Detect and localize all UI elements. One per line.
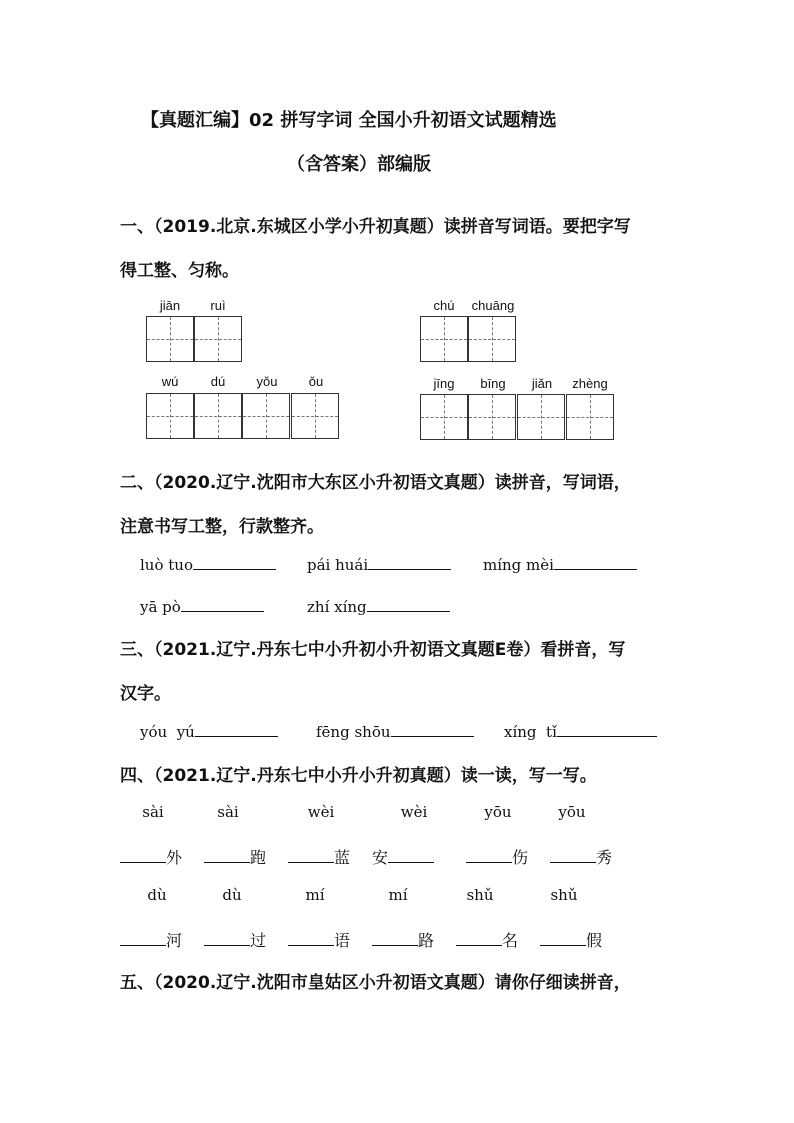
- answer-line[interactable]: [120, 930, 166, 946]
- writing-box[interactable]: [194, 316, 242, 362]
- writing-box[interactable]: [468, 394, 516, 440]
- fill-item: 蓝: [288, 845, 350, 868]
- writing-box[interactable]: [146, 393, 194, 439]
- pinyin-item: xíng tǐ: [504, 720, 657, 741]
- answer-line[interactable]: [120, 847, 166, 863]
- pinyin-item: míng mèi: [483, 553, 637, 574]
- pinyin-label: shǔ: [466, 886, 494, 904]
- writing-box[interactable]: [566, 394, 614, 440]
- fill-item: 河: [120, 928, 182, 951]
- question-2-text-cont: 注意书写工整，行款整齐。: [120, 517, 324, 537]
- answer-line[interactable]: [554, 553, 637, 570]
- pinyin-label: wèi: [400, 803, 428, 821]
- answer-line[interactable]: [466, 847, 512, 863]
- writing-box[interactable]: [420, 394, 468, 440]
- answer-line[interactable]: [193, 553, 276, 570]
- pinyin-item: yā pò: [140, 595, 264, 616]
- answer-line[interactable]: [388, 847, 434, 863]
- pinyin-item: fēng shōu: [316, 720, 474, 741]
- fill-item: 语: [288, 928, 350, 951]
- question-1-text: 一、（2019.北京.东城区小学小升初真题）读拼音写词语。要把字写: [120, 217, 631, 237]
- writing-box[interactable]: [242, 393, 290, 439]
- question-2-text: 二、（2020.辽宁.沈阳市大东区小升初语文真题）读拼音，写词语，: [120, 473, 631, 493]
- pinyin-label: jīng: [433, 376, 455, 391]
- answer-line[interactable]: [204, 930, 250, 946]
- answer-line[interactable]: [181, 595, 264, 612]
- answer-line[interactable]: [456, 930, 502, 946]
- fill-item: 假: [540, 928, 602, 951]
- fill-item: 外: [120, 845, 182, 868]
- pinyin-label: ruì: [210, 298, 226, 313]
- answer-line[interactable]: [288, 847, 334, 863]
- pinyin-label: dú: [210, 374, 226, 389]
- question-3-text-cont: 汉字。: [120, 684, 171, 704]
- fill-item: 过: [204, 928, 266, 951]
- answer-line[interactable]: [367, 595, 450, 612]
- pinyin-label: mí: [388, 886, 408, 904]
- pinyin-label: wèi: [307, 803, 335, 821]
- writing-box[interactable]: [517, 394, 565, 440]
- pinyin-label: dù: [222, 886, 242, 904]
- answer-line[interactable]: [391, 720, 474, 737]
- pinyin-label: yōu: [558, 803, 586, 821]
- writing-box[interactable]: [146, 316, 194, 362]
- pinyin-item: zhí xíng: [307, 595, 450, 616]
- pinyin-item: pái huái: [307, 553, 451, 574]
- pinyin-label: jiǎn: [531, 376, 553, 391]
- question-4-text: 四、（2021.辽宁.丹东七中小升小升初真题）读一读，写一写。: [120, 766, 597, 786]
- pinyin-label: yǒu: [256, 374, 278, 389]
- fill-item: 名: [456, 928, 518, 951]
- pinyin-label: jiān: [159, 298, 181, 313]
- pinyin-label: sài: [217, 803, 239, 821]
- page-title: 【真题汇编】02 拼写字词 全国小升初语文试题精选: [141, 110, 557, 131]
- answer-line[interactable]: [195, 720, 278, 737]
- answer-line[interactable]: [368, 553, 451, 570]
- pinyin-label: shǔ: [550, 886, 578, 904]
- question-1-text-cont: 得工整、匀称。: [120, 261, 239, 281]
- pinyin-label: sài: [142, 803, 164, 821]
- fill-item: 安: [372, 845, 434, 868]
- writing-box[interactable]: [291, 393, 339, 439]
- pinyin-label: bīng: [480, 376, 506, 391]
- answer-line[interactable]: [204, 847, 250, 863]
- fill-item: 路: [372, 928, 434, 951]
- pinyin-label: ǒu: [308, 374, 324, 389]
- question-5-text: 五、（2020.辽宁.沈阳市皇姑区小升初语文真题）请你仔细读拼音，: [120, 973, 631, 993]
- writing-box[interactable]: [468, 316, 516, 362]
- pinyin-label: chú: [433, 298, 455, 313]
- writing-box[interactable]: [194, 393, 242, 439]
- pinyin-label: mí: [305, 886, 325, 904]
- fill-item: 秀: [550, 845, 612, 868]
- pinyin-label: wú: [161, 374, 179, 389]
- answer-line[interactable]: [557, 720, 657, 737]
- fill-item: 伤: [466, 845, 528, 868]
- pinyin-label: zhèng: [572, 376, 608, 391]
- question-3-text: 三、（2021.辽宁.丹东七中小升初小升初语文真题E卷）看拼音，写: [120, 640, 626, 660]
- writing-box[interactable]: [420, 316, 468, 362]
- pinyin-item: yóu yú: [140, 720, 278, 741]
- answer-line[interactable]: [550, 847, 596, 863]
- answer-line[interactable]: [540, 930, 586, 946]
- pinyin-label: chuāng: [471, 298, 515, 313]
- fill-item: 跑: [204, 845, 266, 868]
- page-subtitle: （含答案）部编版: [287, 154, 431, 175]
- pinyin-label: dù: [147, 886, 167, 904]
- answer-line[interactable]: [372, 930, 418, 946]
- pinyin-label: yōu: [484, 803, 512, 821]
- pinyin-item: luò tuo: [140, 553, 276, 574]
- answer-line[interactable]: [288, 930, 334, 946]
